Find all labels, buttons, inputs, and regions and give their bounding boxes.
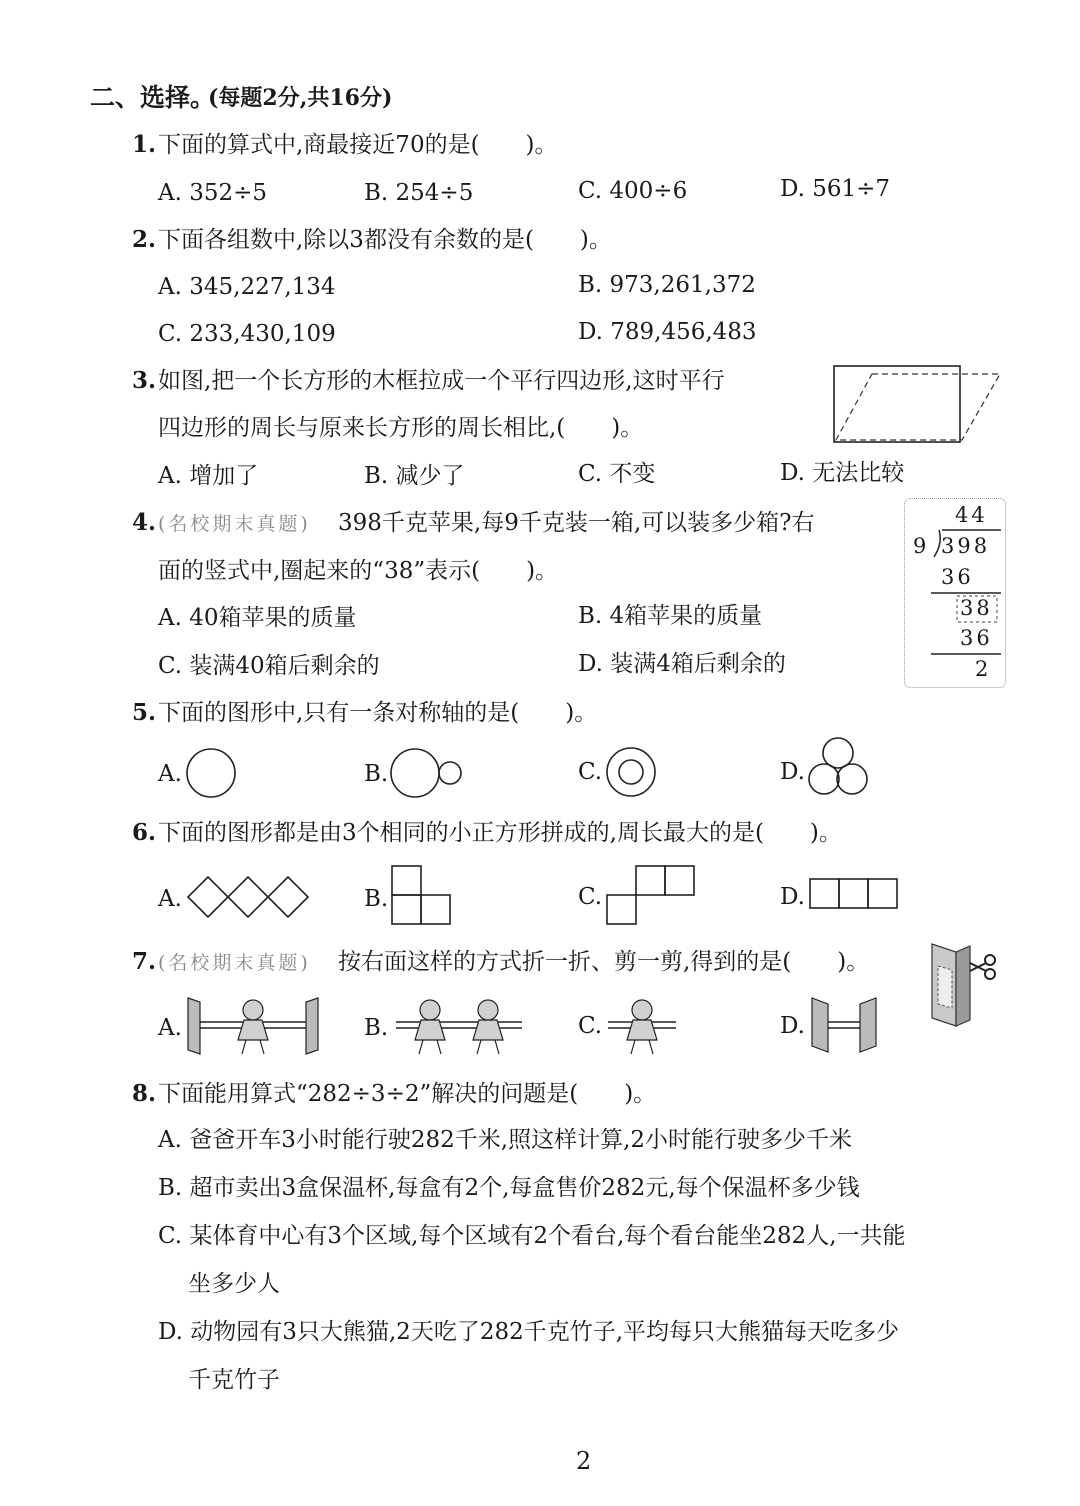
- q5-option-b-two-circles-figure[interactable]: [389, 746, 465, 800]
- page-number: 2: [576, 1447, 592, 1475]
- q2-stem: 下面各组数中,除以3都没有余数的是( )。: [158, 227, 612, 253]
- left-circle: [809, 764, 839, 794]
- q6-number: 6.: [132, 819, 157, 846]
- division-dividend: 398: [941, 534, 991, 558]
- q8-option-b[interactable]: B. 超市卖出3盒保温杯,每盒有2个,每盒售价282元,每个保温杯多少钱: [158, 1175, 860, 1201]
- q6-stem: 下面的图形都是由3个相同的小正方形拼成的,周长最大的是( )。: [158, 820, 842, 846]
- q3-stem-line1: 如图,把一个长方形的木框拉成一个平行四边形,这时平行: [158, 368, 725, 394]
- division-divisor: 9: [913, 534, 927, 558]
- q6-option-a-diamonds-figure[interactable]: [186, 874, 312, 920]
- q2-option-b[interactable]: B. 973,261,372: [578, 272, 756, 298]
- q6-option-c-step-shape-figure[interactable]: [605, 864, 697, 926]
- q1-option-d[interactable]: D. 561÷7: [780, 176, 891, 202]
- outer-circle: [607, 748, 655, 796]
- q6-label-b[interactable]: B.: [364, 886, 389, 912]
- q3-stem-line2: 四边形的周长与原来长方形的周长相比,( )。: [158, 415, 644, 441]
- parallelogram-frame: [836, 374, 1000, 440]
- q7-label-d[interactable]: D.: [780, 1013, 805, 1039]
- q7-stem: 按右面这样的方式折一折、剪一剪,得到的是( )。: [338, 949, 870, 975]
- q2-option-d[interactable]: D. 789,456,483: [578, 319, 757, 345]
- right-circle: [837, 764, 867, 794]
- q4-number: 4.: [132, 509, 157, 536]
- q4-option-a[interactable]: A. 40箱苹果的质量: [158, 605, 357, 631]
- q3-option-a[interactable]: A. 增加了: [158, 463, 259, 489]
- q1-option-c[interactable]: C. 400÷6: [578, 178, 688, 204]
- q7-option-a-paper-figures[interactable]: [184, 994, 322, 1058]
- big-circle: [391, 749, 439, 797]
- q6-option-d-row-shape-figure[interactable]: [808, 877, 900, 911]
- division-step2: 36: [960, 626, 993, 650]
- q3-option-c[interactable]: C. 不变: [578, 461, 656, 487]
- section-title: 二、选择。: [90, 83, 216, 112]
- q7-label-b[interactable]: B.: [364, 1015, 389, 1041]
- q6-label-a[interactable]: A.: [158, 886, 182, 912]
- inner-circle: [619, 760, 643, 784]
- q4-source-tag: (名校期末真题): [158, 513, 311, 535]
- q5-label-b[interactable]: B.: [364, 761, 389, 787]
- rectangle-parallelogram-figure: [830, 362, 1005, 446]
- q3-number: 3.: [132, 367, 157, 394]
- q2-option-a[interactable]: A. 345,227,134: [158, 274, 336, 300]
- small-circle: [439, 762, 461, 784]
- q8-number: 8.: [132, 1080, 157, 1107]
- section-note: (每题2分,共16分): [208, 85, 393, 111]
- q7-source-tag: (名校期末真题): [158, 952, 311, 974]
- q7-option-b-paper-figures[interactable]: [392, 994, 526, 1058]
- q8-option-c-line1[interactable]: C. 某体育中心有3个区域,每个区域有2个看台,每个看台能坐282人,一共能: [158, 1223, 906, 1249]
- q7-number: 7.: [132, 948, 157, 975]
- q2-number: 2.: [132, 226, 157, 253]
- q8-option-c-line2[interactable]: 坐多少人: [188, 1271, 280, 1297]
- q6-label-d[interactable]: D.: [780, 884, 805, 910]
- q1-option-a[interactable]: A. 352÷5: [158, 180, 268, 206]
- q7-label-a[interactable]: A.: [158, 1015, 182, 1041]
- q2-option-c[interactable]: C. 233,430,109: [158, 321, 336, 347]
- top-circle: [823, 738, 853, 768]
- q1-stem: 下面的算式中,商最接近70的是( )。: [158, 132, 558, 158]
- q5-label-d[interactable]: D.: [780, 759, 805, 785]
- q1-number: 1.: [132, 131, 157, 158]
- division-quotient: 44: [955, 503, 988, 527]
- q4-stem-line1: 398千克苹果,每9千克装一箱,可以装多少箱?右: [338, 510, 815, 536]
- q1-option-b[interactable]: B. 254÷5: [364, 180, 474, 206]
- division-circled-38: 38: [960, 596, 993, 620]
- q3-option-d[interactable]: D. 无法比较: [780, 460, 905, 486]
- q4-option-d[interactable]: D. 装满4箱后剩余的: [578, 651, 786, 677]
- q6-option-b-l-shape-figure[interactable]: [390, 864, 454, 926]
- q8-option-d-line2[interactable]: 千克竹子: [188, 1367, 280, 1393]
- q8-stem: 下面能用算式“282÷3÷2”解决的问题是( )。: [158, 1081, 657, 1107]
- division-remainder: 2: [975, 657, 989, 681]
- q8-option-a[interactable]: A. 爸爸开车3小时能行驶282千米,照这样计算,2小时能行驶多少千米: [158, 1127, 853, 1153]
- q7-option-d-paper-figure[interactable]: [808, 994, 880, 1058]
- division-step1: 36: [941, 565, 974, 589]
- q4-stem-line2: 面的竖式中,圈起来的“38”表示( )。: [158, 558, 559, 584]
- single-circle: [187, 749, 235, 797]
- rectangle-frame: [834, 366, 960, 442]
- q8-option-d-line1[interactable]: D. 动物园有3只大熊猫,2天吃了282千克竹子,平均每只大熊猫每天吃多少: [158, 1319, 900, 1345]
- q6-label-c[interactable]: C.: [578, 884, 603, 910]
- q5-label-c[interactable]: C.: [578, 759, 603, 785]
- long-division-figure: [904, 498, 1006, 688]
- scissors-icon: [970, 955, 995, 979]
- q4-option-c[interactable]: C. 装满40箱后剩余的: [158, 653, 380, 679]
- long-division-lines: [905, 499, 1005, 687]
- q5-option-c-concentric-circles-figure[interactable]: [604, 745, 658, 799]
- q3-option-b[interactable]: B. 减少了: [364, 463, 465, 489]
- q5-label-a[interactable]: A.: [158, 761, 182, 787]
- q4-option-b[interactable]: B. 4箱苹果的质量: [578, 603, 763, 629]
- q5-option-a-circle-figure[interactable]: [184, 746, 238, 800]
- q5-stem: 下面的图形中,只有一条对称轴的是( )。: [158, 700, 598, 726]
- fold-cut-figure: [926, 938, 1004, 1030]
- q5-number: 5.: [132, 699, 157, 726]
- q7-label-c[interactable]: C.: [578, 1013, 603, 1039]
- q7-option-c-paper-figure[interactable]: [606, 994, 678, 1058]
- q5-option-d-three-circles-figure[interactable]: [806, 736, 870, 798]
